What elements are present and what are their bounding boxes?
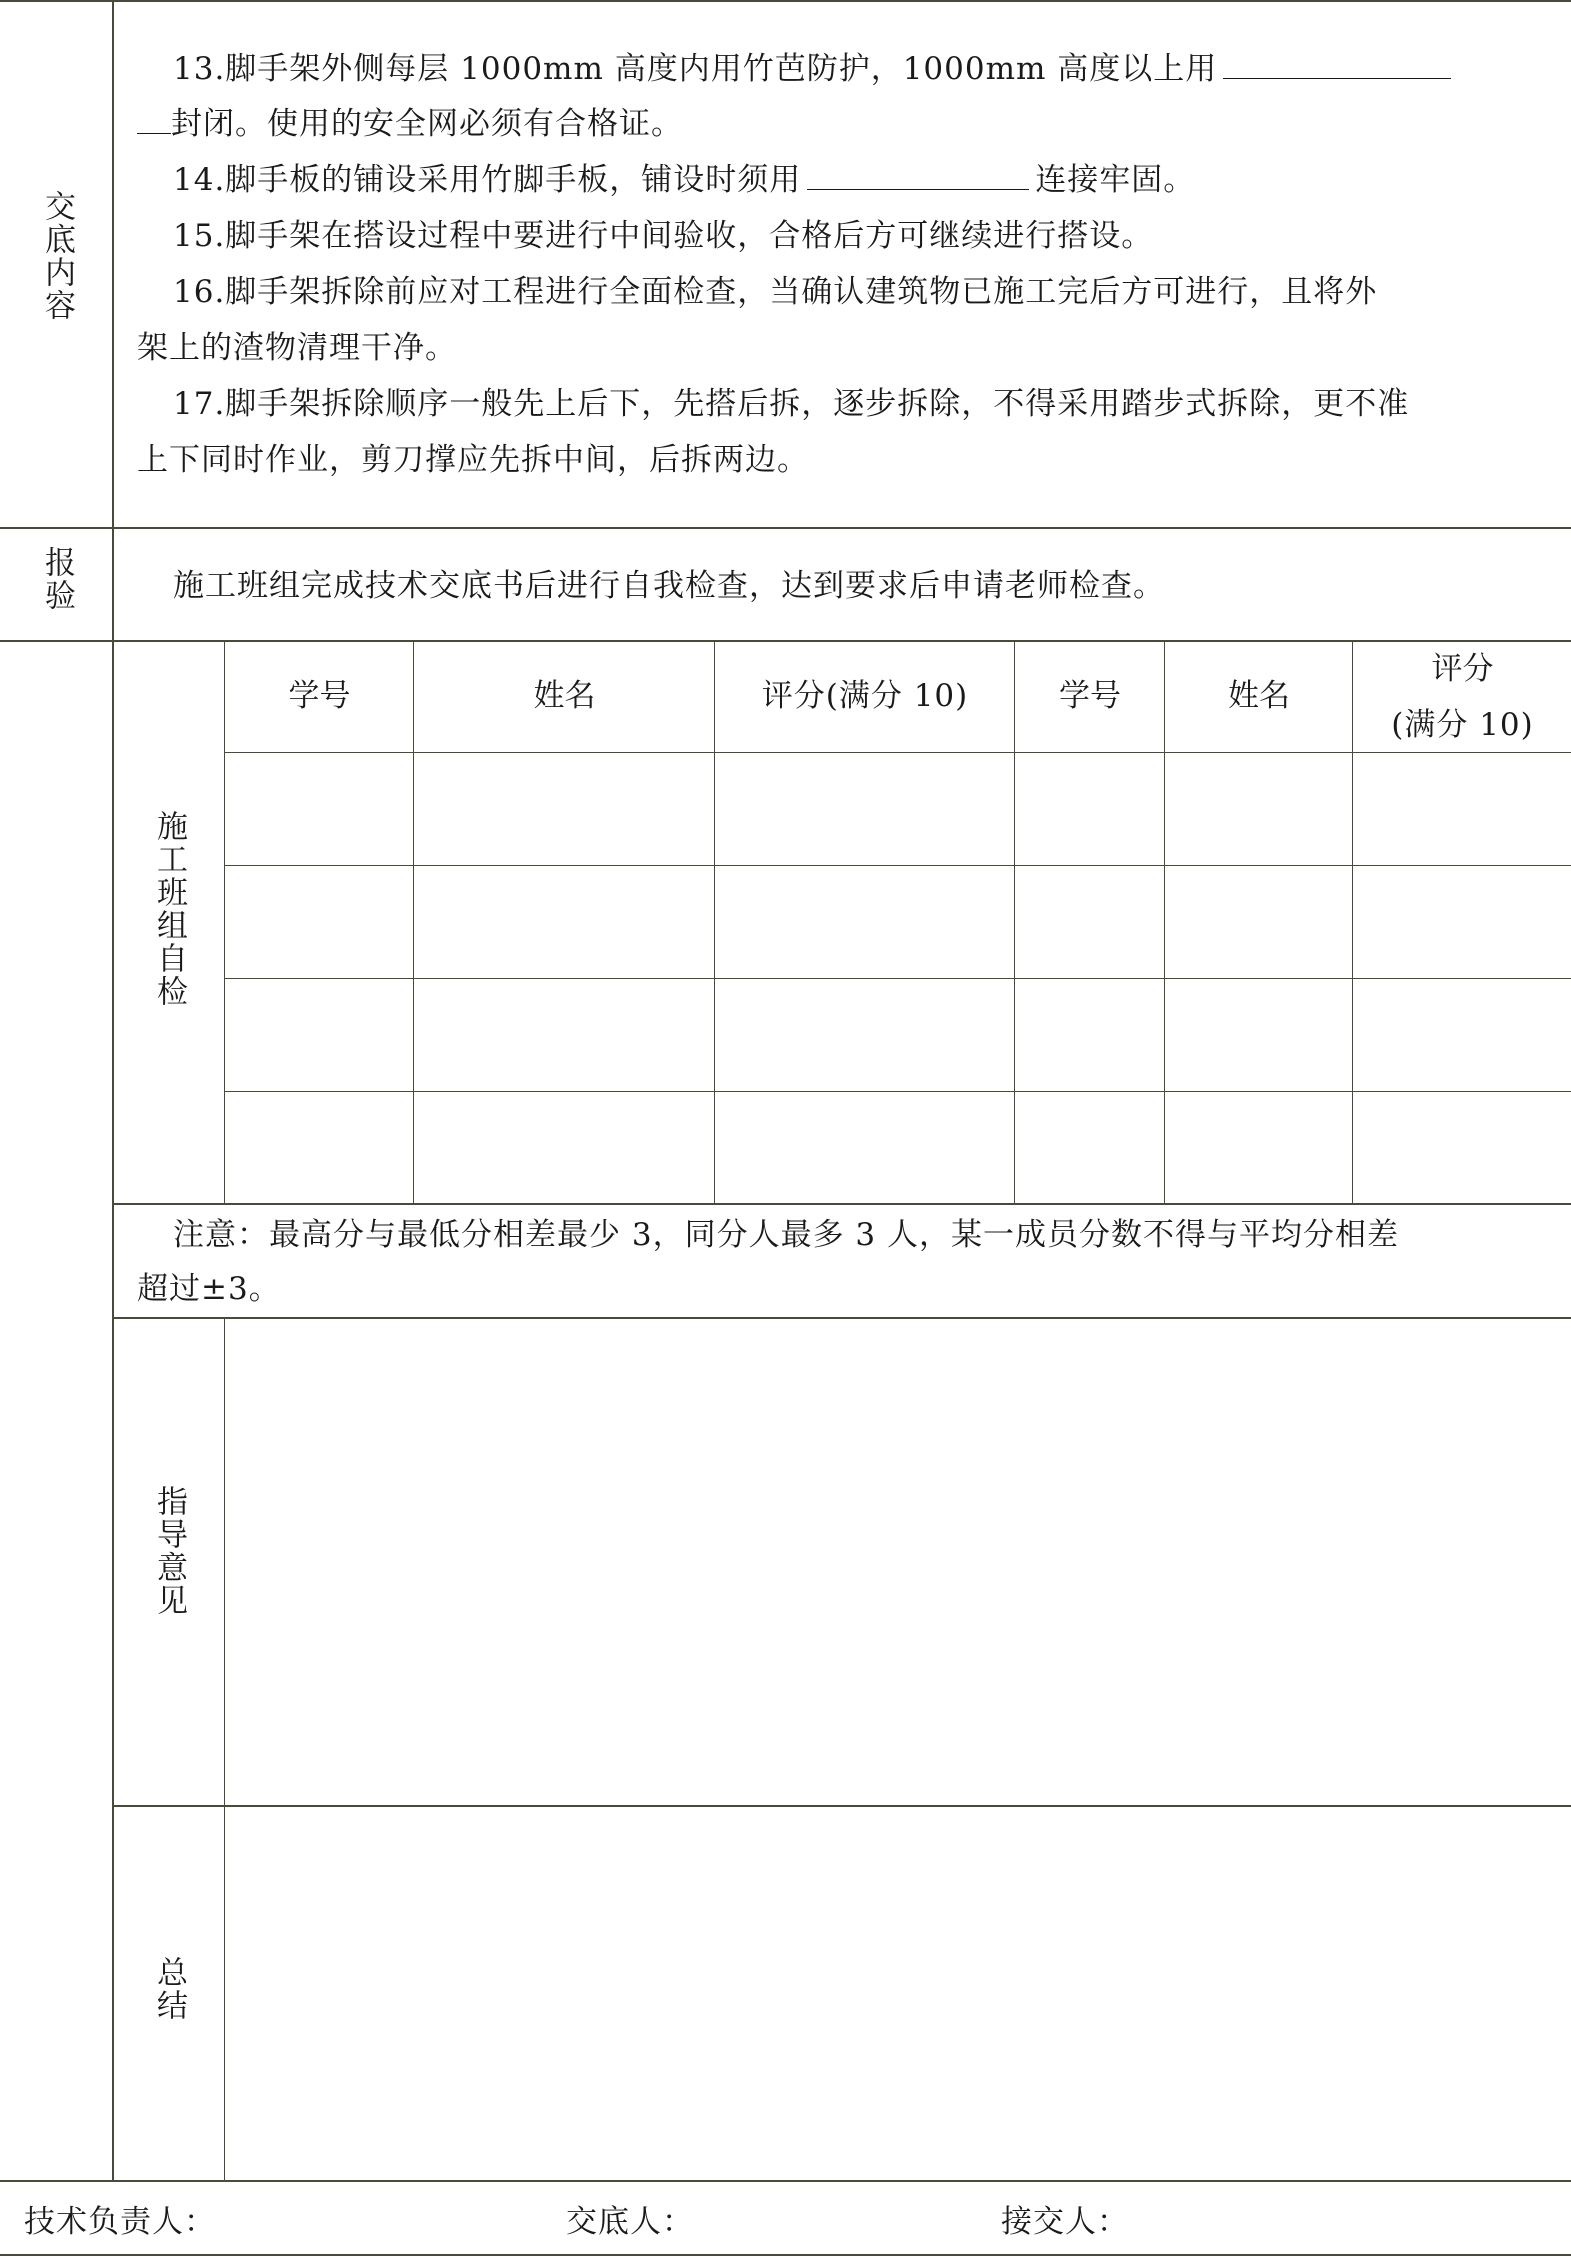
header-score-2-line1: 评分 xyxy=(1431,651,1494,687)
item-17-line1: 17.脚手架拆除顺序一般先上后下，先搭后拆，逐步拆除，不得采用踏步式拆除，更不准 xyxy=(173,386,1410,422)
item-13-blank-2 xyxy=(137,97,171,134)
presenter-label: 交底人： xyxy=(566,2204,694,2240)
item-16-line2: 架上的渣物清理干净。 xyxy=(137,330,457,366)
selfcheck-note-line2: 超过±3。 xyxy=(137,1271,281,1307)
header-score-1: 评分(满分 10) xyxy=(761,678,969,714)
item-14-text: 14.脚手板的铺设采用竹脚手板，铺设时须用 xyxy=(173,162,802,198)
selfcheck-section-label: 施工班组自检 xyxy=(151,810,187,1008)
table-row-line-2 xyxy=(224,865,1571,866)
divider-note-guidance xyxy=(112,1317,1571,1319)
table-row-line-3 xyxy=(224,978,1571,979)
selfcheck-note-line1: 注意：最高分与最低分相差最少 3，同分人最多 3 人，某一成员分数不得与平均分相差 xyxy=(173,1217,1400,1253)
tech-lead-label: 技术负责人： xyxy=(24,2204,216,2240)
item-14-blank xyxy=(807,153,1029,190)
header-name-2: 姓名 xyxy=(1228,678,1290,714)
report-section-label: 报验 xyxy=(39,546,75,612)
item-13-line1 xyxy=(173,42,1451,96)
header-student-id-2: 学号 xyxy=(1059,678,1121,714)
header-name-1: 姓名 xyxy=(533,678,596,714)
divider-report-selfcheck xyxy=(0,640,1571,642)
item-14 xyxy=(173,153,1195,207)
receiver-label: 接交人： xyxy=(1001,2204,1129,2240)
item-13-blank-1 xyxy=(1223,42,1451,79)
content-section-label: 交底内容 xyxy=(39,190,75,322)
report-text: 施工班组完成技术交底书后进行自我检查，达到要求后申请老师检查。 xyxy=(173,568,1165,604)
item-13-text-after: 封闭。使用的安全网必须有合格证。 xyxy=(171,106,683,142)
guidance-section-label: 指导意见 xyxy=(151,1485,187,1617)
table-col-line-1 xyxy=(413,640,414,1203)
header-student-id-1: 学号 xyxy=(288,678,351,714)
divider-table-note xyxy=(112,1203,1571,1205)
table-col-line-2 xyxy=(714,640,715,1203)
table-col-line-5 xyxy=(1352,640,1353,1203)
table-row-line-4 xyxy=(224,1091,1571,1092)
table-row-line-1 xyxy=(224,752,1571,753)
item-13-line2 xyxy=(137,97,683,151)
item-16-line1: 16.脚手架拆除前应对工程进行全面检查，当确认建筑物已施工完后方可进行，且将外 xyxy=(173,274,1378,310)
divider-content-report xyxy=(0,527,1571,529)
item-15: 15.脚手架在搭设过程中要进行中间验收，合格后方可继续进行搭设。 xyxy=(173,218,1154,254)
left-column-divider xyxy=(112,0,114,2180)
summary-section-label: 总结 xyxy=(151,1956,187,2022)
divider-guidance-summary xyxy=(112,1805,1571,1807)
item-13-text: 13.脚手架外侧每层 1000mm 高度内用竹芭防护，1000mm 高度以上用 xyxy=(173,51,1218,87)
item-14-text-after: 连接牢固。 xyxy=(1035,162,1196,198)
item-17-line2: 上下同时作业，剪刀撑应先拆中间，后拆两边。 xyxy=(137,442,809,478)
table-col-line-3 xyxy=(1014,640,1015,1203)
top-border xyxy=(0,0,1571,2)
divider-summary-footer xyxy=(0,2180,1571,2182)
selfcheck-label-divider xyxy=(224,640,225,1203)
table-col-line-4 xyxy=(1164,640,1165,1203)
header-score-2-line2: (满分 10) xyxy=(1391,707,1534,743)
lower-label-divider xyxy=(224,1317,225,2180)
bottom-border xyxy=(0,2254,1571,2256)
